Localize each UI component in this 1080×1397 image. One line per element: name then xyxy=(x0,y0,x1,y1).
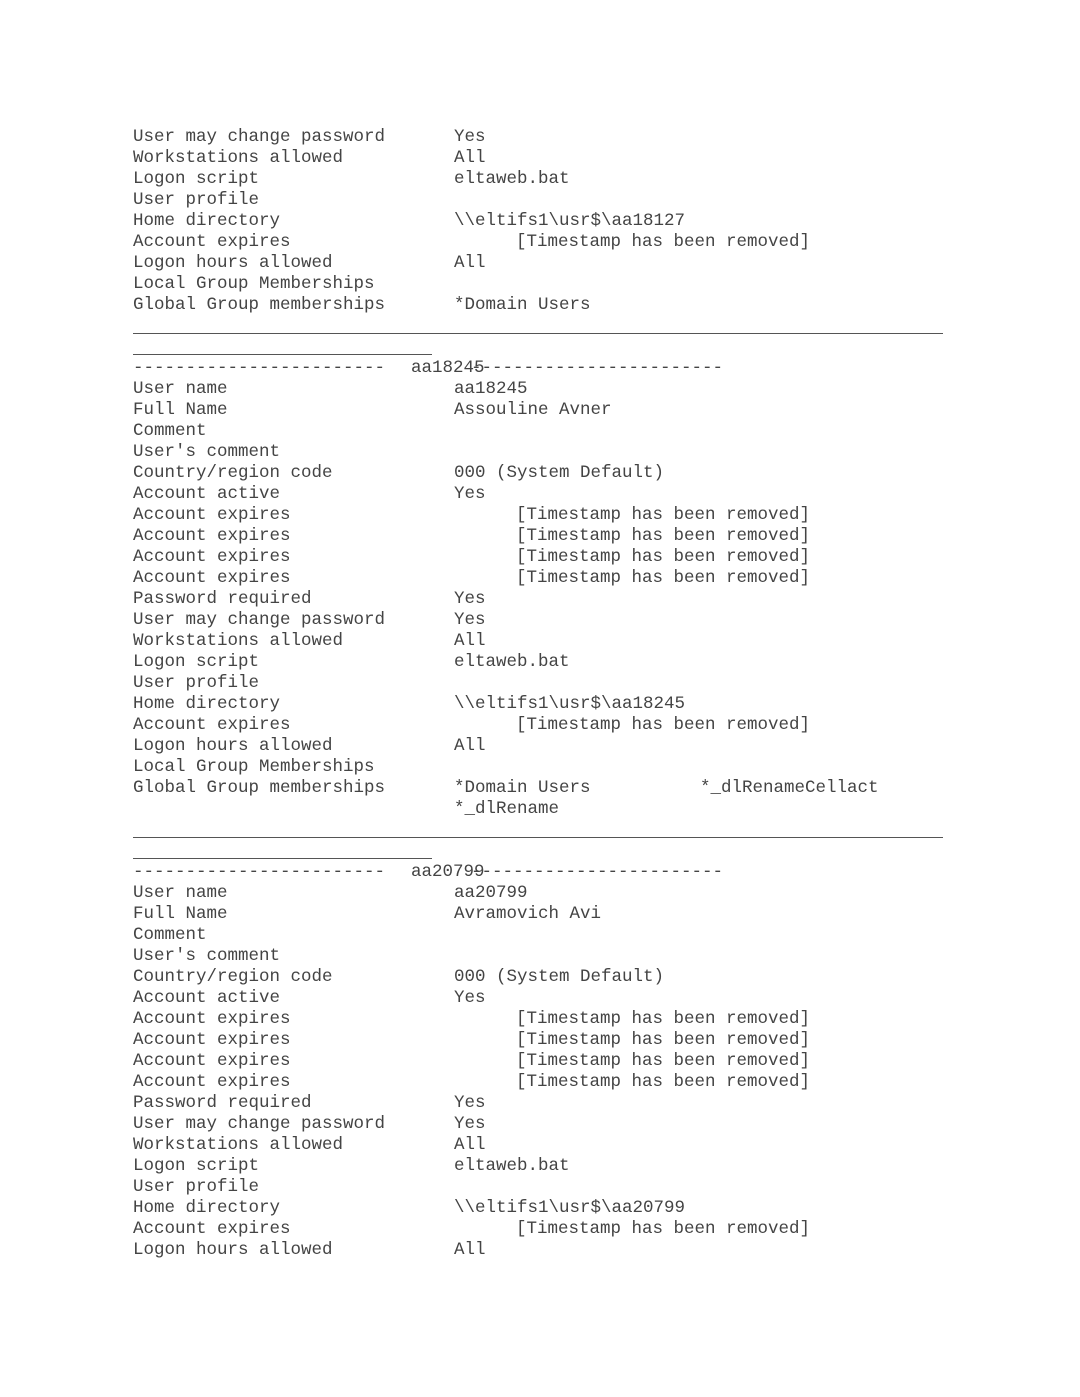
field-value: Yes xyxy=(454,1114,486,1134)
field-row xyxy=(133,1051,953,1072)
header-user-id: aa18245 xyxy=(411,358,485,378)
user-section-header xyxy=(133,358,953,379)
field-label: Account expires xyxy=(133,232,291,252)
field-value: Yes xyxy=(454,988,486,1008)
field-row xyxy=(133,505,953,526)
field-row xyxy=(133,421,953,442)
field-label: Account expires xyxy=(133,547,291,567)
field-row xyxy=(133,610,953,631)
field-value: [Timestamp has been removed] xyxy=(516,1030,811,1050)
field-value: Assouline Avner xyxy=(454,400,612,420)
field-label: Account expires xyxy=(133,1009,291,1029)
field-label: Home directory xyxy=(133,694,281,714)
field-row xyxy=(133,925,953,946)
separator-line-long xyxy=(133,333,943,334)
field-label: Account active xyxy=(133,484,281,504)
field-label: Global Group memberships xyxy=(133,295,386,315)
field-value: All xyxy=(454,253,486,273)
field-label: Logon script xyxy=(133,169,260,189)
field-label: Logon script xyxy=(133,652,260,672)
field-value: All xyxy=(454,736,486,756)
field-row xyxy=(133,547,953,568)
field-row xyxy=(133,1093,953,1114)
field-row xyxy=(133,736,953,757)
field-row xyxy=(133,274,953,295)
field-label: Home directory xyxy=(133,1198,281,1218)
field-value: [Timestamp has been removed] xyxy=(516,505,811,525)
field-row xyxy=(133,988,953,1009)
field-label: Account expires xyxy=(133,1051,291,1071)
field-row xyxy=(133,211,953,232)
field-value: \\eltifs1\usr$\aa18127 xyxy=(454,211,686,231)
field-value: *_dlRename xyxy=(454,799,560,819)
previous-user-fragment xyxy=(133,127,953,316)
field-row xyxy=(133,463,953,484)
field-value: All xyxy=(454,148,486,168)
field-row xyxy=(133,232,953,253)
field-row xyxy=(133,442,953,463)
field-label: Password required xyxy=(133,589,312,609)
field-label: Workstations allowed xyxy=(133,631,344,651)
field-label: Comment xyxy=(133,421,207,441)
field-value: Yes xyxy=(454,484,486,504)
field-value: [Timestamp has been removed] xyxy=(516,1219,811,1239)
field-row xyxy=(133,694,953,715)
field-label: Account expires xyxy=(133,505,291,525)
field-label: Full Name xyxy=(133,904,228,924)
separator-line-short xyxy=(133,354,432,355)
user-section-header xyxy=(133,862,953,883)
field-row xyxy=(133,148,953,169)
field-value: Yes xyxy=(454,610,486,630)
header-dashes-left: ------------------------ xyxy=(133,358,386,378)
field-label: Logon hours allowed xyxy=(133,736,333,756)
field-value: [Timestamp has been removed] xyxy=(516,1072,811,1092)
field-row xyxy=(133,715,953,736)
header-dashes-left: ------------------------ xyxy=(133,862,386,882)
field-label: Workstations allowed xyxy=(133,148,344,168)
field-label: Password required xyxy=(133,1093,312,1113)
field-row xyxy=(133,1198,953,1219)
field-value: \\eltifs1\usr$\aa18245 xyxy=(454,694,686,714)
field-value: All xyxy=(454,1240,486,1260)
field-label: Local Group Memberships xyxy=(133,274,375,294)
field-value: aa18245 xyxy=(454,379,528,399)
separator-line-short xyxy=(133,858,432,859)
field-label: User may change password xyxy=(133,610,386,630)
field-label: Full Name xyxy=(133,400,228,420)
field-value: eltaweb.bat xyxy=(454,1156,570,1176)
field-value: [Timestamp has been removed] xyxy=(516,568,811,588)
field-value: 000 (System Default) xyxy=(454,463,665,483)
field-row xyxy=(133,799,953,820)
separator-rule xyxy=(133,841,953,862)
field-label: Global Group memberships xyxy=(133,778,386,798)
field-label: Country/region code xyxy=(133,967,333,987)
field-value: [Timestamp has been removed] xyxy=(516,232,811,252)
field-row xyxy=(133,1240,953,1261)
field-label: User profile xyxy=(133,190,260,210)
user-records xyxy=(133,316,953,1261)
field-label: User profile xyxy=(133,1177,260,1197)
field-row xyxy=(133,1009,953,1030)
field-row xyxy=(133,295,953,316)
field-label: Workstations allowed xyxy=(133,1135,344,1155)
separator-rule xyxy=(133,337,953,358)
field-label: Logon hours allowed xyxy=(133,253,333,273)
field-label: Account expires xyxy=(133,715,291,735)
header-user-id: aa20799 xyxy=(411,862,485,882)
field-value: Yes xyxy=(454,589,486,609)
field-row xyxy=(133,673,953,694)
header-dashes-right: ------------------------ xyxy=(471,358,724,378)
field-row xyxy=(133,526,953,547)
field-row xyxy=(133,1072,953,1093)
field-row xyxy=(133,967,953,988)
field-label: Account active xyxy=(133,988,281,1008)
field-value-secondary: *_dlRenameCellact xyxy=(700,778,879,798)
field-value: \\eltifs1\usr$\aa20799 xyxy=(454,1198,686,1218)
separator-line-long xyxy=(133,837,943,838)
field-label: Account expires xyxy=(133,526,291,546)
field-row xyxy=(133,757,953,778)
field-label: User may change password xyxy=(133,127,386,147)
field-label: Account expires xyxy=(133,1219,291,1239)
field-value: *Domain Users xyxy=(454,295,591,315)
field-label: Home directory xyxy=(133,211,281,231)
field-row xyxy=(133,778,953,799)
field-value: [Timestamp has been removed] xyxy=(516,1009,811,1029)
field-value: aa20799 xyxy=(454,883,528,903)
field-row xyxy=(133,1030,953,1051)
field-label: User's comment xyxy=(133,946,281,966)
field-value: All xyxy=(454,1135,486,1155)
field-label: User name xyxy=(133,883,228,903)
field-value: [Timestamp has been removed] xyxy=(516,715,811,735)
field-row xyxy=(133,484,953,505)
field-row xyxy=(133,568,953,589)
field-value: Yes xyxy=(454,1093,486,1113)
field-row xyxy=(133,883,953,904)
field-value: [Timestamp has been removed] xyxy=(516,1051,811,1071)
field-row xyxy=(133,904,953,925)
field-value: eltaweb.bat xyxy=(454,169,570,189)
field-label: User profile xyxy=(133,673,260,693)
field-label: Local Group Memberships xyxy=(133,757,375,777)
field-label: Country/region code xyxy=(133,463,333,483)
field-label: Comment xyxy=(133,925,207,945)
field-value: [Timestamp has been removed] xyxy=(516,526,811,546)
document-page xyxy=(133,127,953,1261)
field-value: 000 (System Default) xyxy=(454,967,665,987)
field-value: Avramovich Avi xyxy=(454,904,602,924)
field-label: User's comment xyxy=(133,442,281,462)
field-label: Logon hours allowed xyxy=(133,1240,333,1260)
field-value: [Timestamp has been removed] xyxy=(516,547,811,567)
separator-rule xyxy=(133,820,953,841)
field-row xyxy=(133,631,953,652)
field-value: Yes xyxy=(454,127,486,147)
field-row xyxy=(133,379,953,400)
separator-rule xyxy=(133,316,953,337)
field-row xyxy=(133,169,953,190)
field-row xyxy=(133,1135,953,1156)
field-value: *Domain Users xyxy=(454,778,591,798)
field-row xyxy=(133,589,953,610)
field-row xyxy=(133,652,953,673)
field-row xyxy=(133,1156,953,1177)
field-row xyxy=(133,1177,953,1198)
field-label: User name xyxy=(133,379,228,399)
field-row xyxy=(133,190,953,211)
field-row xyxy=(133,253,953,274)
field-row xyxy=(133,400,953,421)
field-row xyxy=(133,127,953,148)
field-label: Account expires xyxy=(133,1072,291,1092)
field-label: Account expires xyxy=(133,1030,291,1050)
field-row xyxy=(133,1219,953,1240)
field-label: Logon script xyxy=(133,1156,260,1176)
field-label: User may change password xyxy=(133,1114,386,1134)
field-row xyxy=(133,1114,953,1135)
field-value: eltaweb.bat xyxy=(454,652,570,672)
header-dashes-right: ------------------------ xyxy=(471,862,724,882)
field-label: Account expires xyxy=(133,568,291,588)
field-row xyxy=(133,946,953,967)
field-value: All xyxy=(454,631,486,651)
